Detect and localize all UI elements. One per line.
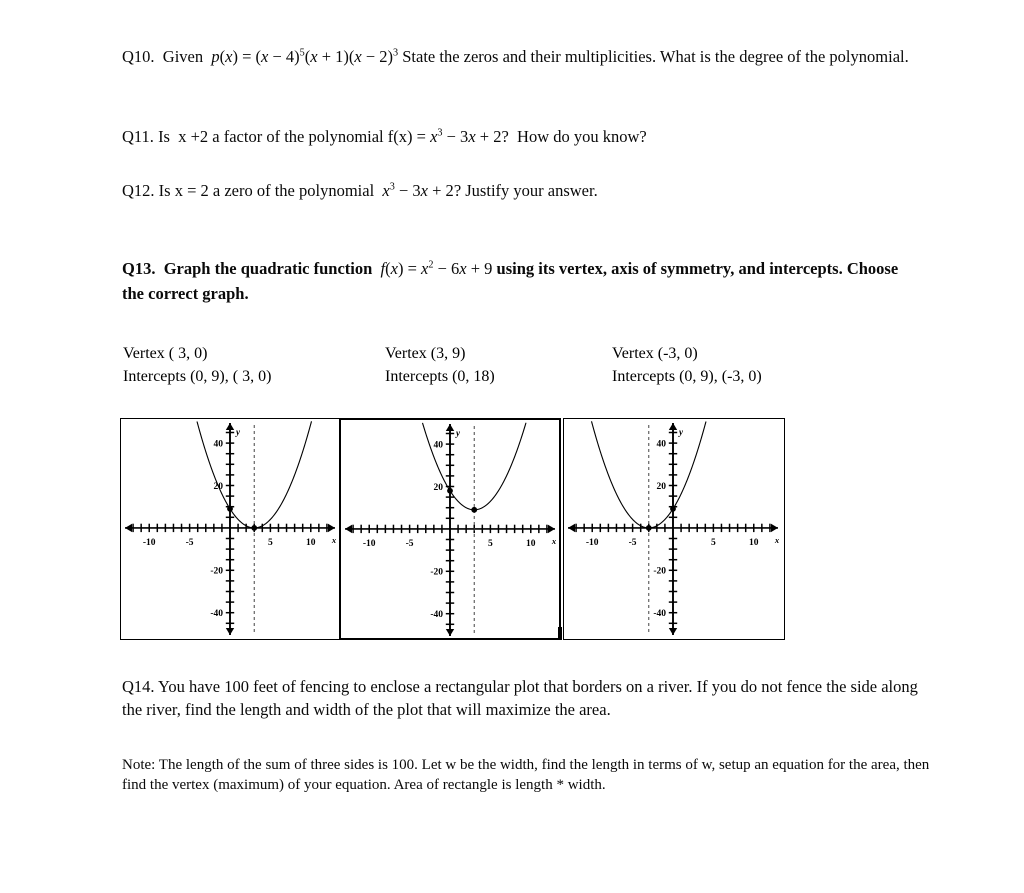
- graph-a: [121, 419, 339, 639]
- x-tick-label: 10: [526, 538, 536, 549]
- y-tick-label: 40: [433, 440, 443, 451]
- question-q14-note: [122, 755, 934, 796]
- y-tick-label: -20: [430, 567, 443, 578]
- graph-panel-c[interactable]: [563, 418, 785, 640]
- choice-c-vertex: Vertex (-3, 0): [612, 345, 698, 362]
- choice-a-intercepts: Intercepts (0, 9), ( 3, 0): [123, 368, 272, 386]
- marked-point: [670, 506, 676, 512]
- y-axis-arrow-down: [446, 629, 454, 636]
- question-q11: Q11. Is x +2 a factor of the polynomial $f(x) = x^3 - 3x + 2$? How do you know?: [122, 127, 647, 146]
- y-tick-label: 40: [656, 439, 666, 450]
- q10-tail: State the zeros and their multiplicities. What is the degree of the polynomial.: [402, 47, 909, 66]
- x-tick-label: 5: [711, 537, 716, 548]
- x-tick-label: 10: [306, 537, 316, 548]
- x-axis-label: x: [774, 534, 780, 545]
- parabola-curve: [423, 423, 527, 510]
- x-axis-arrow-left: [568, 524, 575, 532]
- x-tick-label: -10: [585, 537, 599, 548]
- x-axis-arrow-left: [345, 525, 352, 533]
- x-axis-arrow-right: [548, 525, 555, 533]
- y-tick-label: 20: [433, 482, 443, 493]
- q11-tail: ? How do you know?: [501, 127, 647, 146]
- q12-tail: ? Justify your answer.: [453, 181, 598, 200]
- marked-point: [227, 506, 233, 512]
- choice-c-intercepts: Intercepts (0, 9), (-3, 0): [612, 368, 762, 386]
- x-axis-arrow-left: [125, 524, 132, 532]
- choice-b-intercepts: Intercepts (0, 18): [385, 368, 495, 386]
- answer-choice-b[interactable]: [385, 342, 495, 388]
- y-tick-label: -40: [210, 609, 223, 620]
- y-tick-label: -40: [653, 609, 666, 620]
- marked-point: [471, 507, 477, 513]
- marked-point: [447, 488, 453, 494]
- x-tick-label: 5: [488, 538, 493, 549]
- note-text: Note: The length of the sum of three sides is 100. Let w be the width, find the length in terms of w, setup an equation for the area, then find the vertex (maximum) of your equation. Area of rectangle is length * width.: [122, 757, 930, 794]
- y-axis-arrow-up: [226, 423, 234, 430]
- y-tick-label: 20: [656, 481, 666, 492]
- q13-tail: using its vertex, axis of symmetry, and intercepts. Choose the correct graph.: [122, 259, 899, 304]
- q10-label: Q10.: [122, 47, 155, 66]
- x-axis-arrow-right: [328, 524, 335, 532]
- q10-expression: $p(x) = (x - 4)^5(x + 1)(x - 2)^3$: [211, 47, 399, 66]
- y-axis-label: y: [679, 427, 683, 437]
- scan-artifact-mark: [558, 627, 562, 640]
- graph-b: [341, 420, 559, 640]
- y-axis-arrow-up: [446, 424, 454, 431]
- marked-point: [646, 525, 652, 531]
- q11-expression: $x^3 - 3x + 2$: [430, 127, 502, 146]
- y-tick-label: 40: [213, 439, 223, 450]
- x-tick-label: -5: [405, 538, 414, 549]
- question-q10: Q10. Given $p(x) = (x - 4)^5(x + 1)(x - 2)^3$ State the zeros and their multiplicities. What is the degree of the polynomial.: [122, 47, 909, 66]
- x-tick-label: -10: [362, 538, 376, 549]
- x-axis-label: x: [331, 534, 337, 545]
- answer-choice-c[interactable]: [612, 342, 762, 388]
- question-q12: Q12. Is x = 2 a zero of the polynomial $x^3 - 3x + 2$? Justify your answer.: [122, 181, 598, 200]
- q13-expression: $f(x) = x^2 - 6x + 9$: [380, 259, 493, 278]
- graph-c: [564, 419, 782, 639]
- choice-b-vertex: Vertex (3, 9): [385, 345, 466, 362]
- y-axis-arrow-up: [669, 423, 677, 430]
- q14-text: Q14. You have 100 feet of fencing to enclose a rectangular plot that borders on a river. If you do not fence the side along the river, find the length and width of the plot that will maximize the area.: [122, 677, 918, 720]
- y-axis-arrow-down: [226, 628, 234, 635]
- y-axis-arrow-down: [669, 628, 677, 635]
- y-tick-label: -20: [210, 566, 223, 577]
- x-axis-arrow-right: [771, 524, 778, 532]
- graph-panel-a[interactable]: [120, 418, 340, 640]
- marked-point: [251, 525, 257, 531]
- question-q14: [122, 675, 934, 722]
- y-axis-label: y: [456, 428, 460, 438]
- x-tick-label: -10: [142, 537, 156, 548]
- x-tick-label: 10: [749, 537, 759, 548]
- y-tick-label: -40: [430, 610, 443, 621]
- choice-a-vertex: Vertex ( 3, 0): [123, 345, 208, 362]
- answer-choices: [120, 342, 910, 400]
- x-tick-label: 5: [268, 537, 273, 548]
- y-tick-label: 20: [213, 481, 223, 492]
- q12-label: Q12.: [122, 181, 155, 200]
- y-tick-label: -20: [653, 566, 666, 577]
- q11-label: Q11.: [122, 127, 154, 146]
- q13-label: Q13.: [122, 259, 156, 278]
- x-tick-label: -5: [185, 537, 194, 548]
- x-tick-label: -5: [628, 537, 637, 548]
- graph-panel-b[interactable]: [339, 418, 561, 640]
- answer-choice-a[interactable]: [123, 342, 271, 388]
- x-axis-label: x: [551, 535, 557, 546]
- q12-expression: $x^3 - 3x + 2$: [382, 181, 454, 200]
- question-q13: Q13. Graph the quadratic function $f(x) = x^2 - 6x + 9$ using its vertex, axis of symmetry, and intercepts. Choose the correct graph.: [122, 259, 899, 304]
- y-axis-label: y: [236, 427, 240, 437]
